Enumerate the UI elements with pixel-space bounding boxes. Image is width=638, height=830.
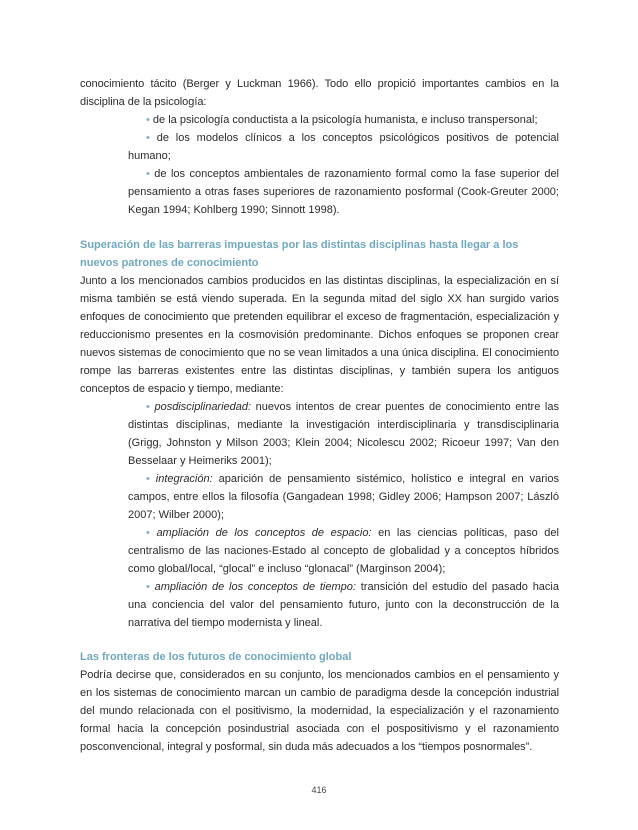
section-body: Junto a los mencionados cambios producidos en las distintas disciplinas, la especialización en sí misma también se está viendo superada. En la segunda mitad del siglo XX han surgido varios enfoques de conocimiento que pretenden equilibrar el exceso de fragmentación, especialización y reduccionismo presentes en la cosmovisión predominante. Dichos enfoques se proponen crear nuevos sistemas de conocimiento que no se vean limitados a una única disciplina. El conocimiento rompe las barreras existentes entre las distintas disciplinas, y también supera los antiguos conceptos de espacio y tiempo, mediante: (80, 275, 559, 395)
list-item (128, 398, 559, 470)
list-item-text: nuevos intentos de crear puentes de conocimiento entre las distintas disciplinas, mediante la investigación interdisciplinaria y transdisciplinaria (Grigg, Johnston y Milson 2003; Klein 2004; Nicolescu 2002; Ricoeur 1997; Van den Besselaar y Heimeriks 2001); (128, 401, 559, 467)
list-item (128, 470, 559, 524)
section-body: Podría decirse que, considerados en su conjunto, los mencionados cambios en el pensamiento y en los sistemas de conocimiento marcan un cambio de paradigma desde la concepción industrial del mundo relacionada con el positivismo, la modernidad, la especialización y el razonamiento formal hacia la concepción posindustrial asociada con el pospositivismo y el razonamiento posconvencional, integral y posformal, sin duda más adecuados a los “tiempos posnormales”. (80, 669, 559, 753)
page-content (80, 75, 559, 756)
list-item (128, 129, 559, 165)
section-heading: Las fronteras de los futuros de conocimiento global (80, 651, 352, 663)
list-item (128, 165, 559, 219)
intro-list (128, 111, 559, 219)
list-item-text: de la psicología conductista a la psicología humanista, e incluso transpersonal; (149, 114, 538, 126)
list-item-text: de los conceptos ambientales de razonamiento formal como la fase superior del pensamiento a otras fases superiores de razonamiento posformal (Cook-Greuter 2000; Kegan 1994; Kohlberg 1990; Sinnott 1998). (128, 168, 559, 216)
bullet-icon: • (146, 527, 150, 539)
list-item (128, 578, 559, 632)
list-item-term: ampliación de los conceptos de espacio: (156, 527, 372, 539)
list-item-text: aparición de pensamiento sistémico, holístico e integral en varios campos, entre ellos la filosofía (Gangadean 1998; Gidley 2006; Hampson 2007; László 2007; Wilber 2000); (128, 473, 559, 521)
bullet-icon: • (146, 168, 150, 180)
spacer (80, 632, 559, 648)
list-item-term: ampliación de los conceptos de tiempo: (154, 581, 356, 593)
bullet-icon: • (146, 114, 150, 126)
list-item (128, 524, 559, 578)
list-item-text: transición del estudio del pasado hacia una conciencia del valor del pensamiento futuro, junto con la deconstrucción de la narrativa del tiempo modernista y lineal. (128, 581, 559, 629)
page-number: 416 (311, 785, 327, 795)
spacer (80, 219, 559, 236)
section-heading: Superación de las barreras impuestas por las distintas disciplinas hasta llegar a los nuevos patrones de conocimiento (80, 239, 519, 269)
bullet-icon: • (146, 401, 150, 413)
list-item-term: posdisciplinariedad: (154, 401, 252, 413)
intro-paragraph: conocimiento tácito (Berger y Luckman 1966). Todo ello propició importantes cambios en la disciplina de la psicología: (80, 78, 559, 108)
list-item (128, 111, 559, 129)
bullet-icon: • (146, 581, 150, 593)
list-item-text: de los modelos clínicos a los conceptos psicológicos positivos de potencial humano; (128, 132, 559, 162)
bullet-icon: • (146, 473, 150, 485)
bullet-icon: • (146, 132, 150, 144)
list-item-text: en las ciencias políticas, paso del centralismo de las naciones-Estado al concepto de globalidad y a conceptos híbridos como global/local, “glocal” e incluso “glonacal” (Marginson 2004); (128, 527, 559, 575)
list-item-term: integración: (155, 473, 213, 485)
section-list (128, 398, 559, 632)
